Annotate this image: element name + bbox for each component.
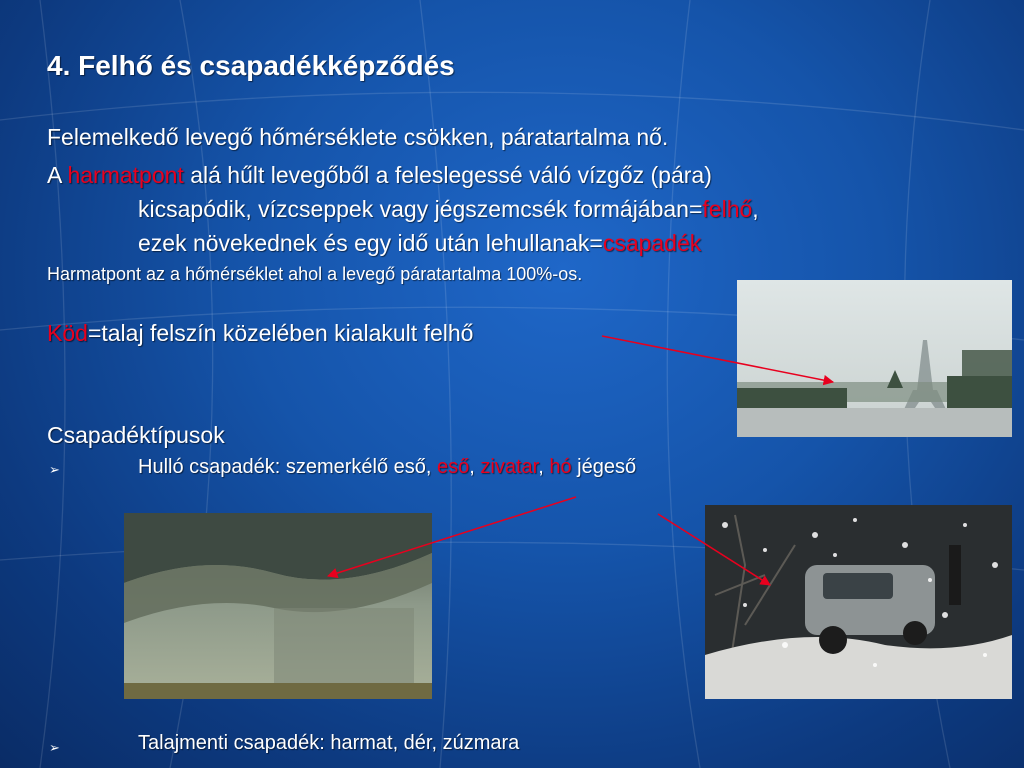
bullet-arrow-icon: ➢ bbox=[49, 740, 60, 755]
text-rest: alá hűlt levegőből a feleslegessé váló vízgőz (pára) bbox=[183, 162, 712, 188]
storm-photo bbox=[124, 513, 432, 699]
term-fog: Köd bbox=[47, 320, 88, 346]
text-body: kicsapódik, vízcseppek vagy jégszemcsék formájában= bbox=[138, 196, 703, 222]
text-rest: =talaj felszín közelében kialakult felhő bbox=[87, 320, 474, 346]
text-sep: , bbox=[538, 456, 550, 478]
term-storm: zivatar bbox=[480, 456, 539, 478]
term-rain: eső bbox=[437, 456, 470, 478]
text-sep: , bbox=[469, 456, 481, 478]
text-suffix: , bbox=[752, 196, 759, 222]
term-dewpoint: harmatpont bbox=[67, 162, 184, 188]
text-body: Hulló csapadék: szemerkélő eső, bbox=[138, 456, 438, 478]
bullet-falling-precip bbox=[138, 456, 636, 479]
text-line-fog bbox=[47, 320, 473, 347]
text-line-condensation bbox=[138, 196, 759, 223]
section-heading-precip-types: Csapadéktípusok bbox=[47, 422, 225, 448]
text-line-rising-air: Felemelkedő levegő hőmérséklete csökken, páratartalma nő. bbox=[47, 124, 669, 150]
term-snow: hó bbox=[549, 456, 572, 478]
bullet-ground-precip: Talajmenti csapadék: harmat, dér, zúzmara bbox=[138, 732, 520, 754]
term-cloud: felhő bbox=[702, 196, 753, 222]
text-line-precipitation bbox=[138, 230, 701, 257]
text-body: ezek növekednek és egy idő után lehullanak= bbox=[138, 230, 603, 256]
fog-photo bbox=[737, 280, 1012, 437]
text-prefix: A bbox=[47, 162, 68, 188]
slide-title: 4. Felhő és csapadékképződés bbox=[47, 50, 455, 81]
text-line-dewpoint bbox=[47, 162, 712, 189]
term-precipitation: csapadék bbox=[602, 230, 702, 256]
text-rest: jégeső bbox=[571, 456, 637, 478]
bullet-arrow-icon: ➢ bbox=[49, 462, 60, 477]
text-dewpoint-definition: Harmatpont az a hőmérséklet ahol a levegő páratartalma 100%-os. bbox=[47, 264, 583, 284]
snow-photo bbox=[705, 505, 1012, 699]
